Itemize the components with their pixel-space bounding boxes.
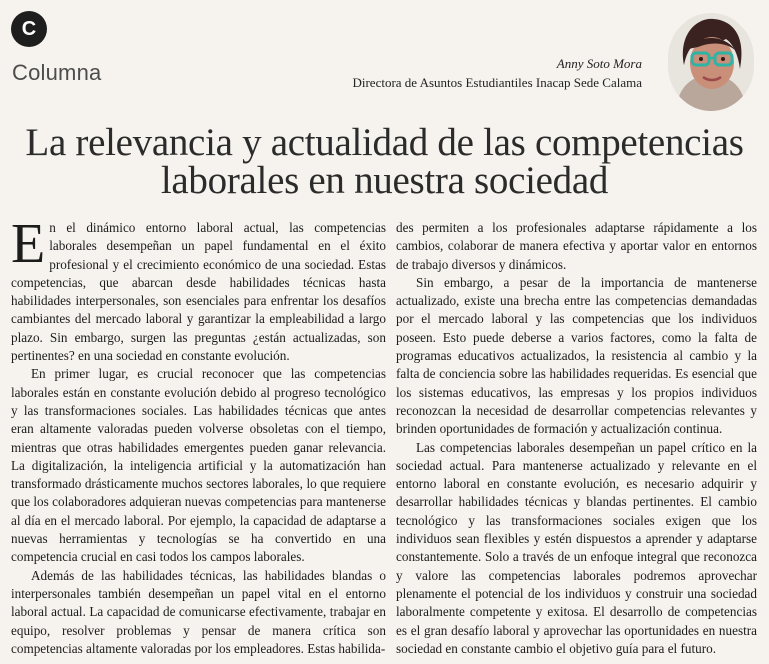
drop-cap: E	[11, 213, 46, 275]
paragraph-4: Sin embargo, a pesar de la importancia de mantenerse actualizado, existe una brecha entre las competencias demandadas por el mercado laboral y las competencias que los individuos poseen. Esto puede deberse a varios factores, como la falta de programas educativos actualizados, la resistencia al cambio y la falta de conciencia sobre las habilidades requeridas. Es esencial que los sistemas educativos, las empresas y los propios individuos reconozcan la necesidad de desarrollar competencias relevantes y brinden oportunidades de formación y actualización continua.	[396, 274, 757, 437]
paragraph-5: Las competencias laborales desempeñan un papel crítico en la sociedad actual. Para mantenerse actualizado y relevante en el entorno laboral en constante evolución, es necesario adquirir y desarrollar habilidades técnicas y blandas pertinentes. El cambio tecnológico y las transformaciones sociales exigen que los individuos sean flexibles y estén dispuestos a aprender y adaptarse constantemente. Solo a través de un enfoque integral que reconozca y valore las competencias laborales podremos aprovechar plenamente el potencial de los individuos y construir una sociedad laboralmente competente y exitosa. El desarrollo de competencias es el gran desafío laboral y aprovechar las oportunidades en nuestra sociedad en constante cambio el objetivo guía para el futuro.	[396, 439, 757, 656]
section-label: Columna	[12, 60, 102, 85]
paragraph-2: En primer lugar, es crucial reconocer que las competencias laborales están en constante evolución debido al progreso tecnológico y las transformaciones sociales. Las habilidades técnicas que antes eran altamente valoradas pueden volverse obsoletas con el tiempo, mientras que otras habilidades emergentes pueden ganar relevancia. La digitalización, la inteligencia artificial y la automatización han transformado drásticamente muchos sectores laborales, lo que requiere que los colaboradores adquieran nuevas competencias para mantenerse al día en el mercado laboral. Por ejemplo, la capacidad de adaptarse a nuevas herramientas y tecnologías se ha convertido en una competencia crucial en casi todos los campos laborales.	[11, 366, 386, 565]
badge-letter: C	[21, 17, 37, 40]
author-photo	[668, 13, 754, 111]
headline-line-1: La relevancia y actualidad de las competencias	[25, 121, 744, 164]
article-column-2	[396, 219, 757, 658]
column-badge	[11, 11, 47, 47]
paragraph-3-continued: des permiten a los profesionales adaptarse rápidamente a los cambios, colaborar de manera efectiva y aportar valor en entornos de trabajo diversos y dinámicos.	[396, 220, 757, 272]
author-portrait-icon	[668, 13, 754, 111]
article-headline	[0, 121, 769, 202]
author-name: Anny Soto Mora	[556, 56, 642, 71]
paragraph-1	[11, 213, 386, 365]
paragraph-3: Además de las habilidades técnicas, las habilidades blandas o interpersonales también desempeñan un papel vital en el entorno laboral actual. La capacidad de comunicarse efectivamente, trabajar en equipo, resolver problemas y pensar de manera crítica son competencias altamente valoradas por los empleadores. Estas habilida-	[11, 567, 386, 656]
author-role: Directora de Asuntos Estudiantiles Inacap Sede Calama	[352, 75, 642, 90]
article-column-1	[11, 213, 386, 658]
headline-line-2: laborales en nuestra sociedad	[160, 159, 609, 202]
paragraph-1-text: n el dinámico entorno laboral actual, las competencias laborales desempeñan un papel fundamental en el éxito profesional y el crecimiento económico de una sociedad. Estas competencias, que abarcan desde habilidades técnicas hasta habilidades interpersonales, son esenciales para enfrentar los desafíos cambiantes del mercado laboral y garantizar la empleabilidad a largo plazo. Sin embargo, surgen las preguntas ¿están actualizadas, son pertinentes? en una sociedad en constante evolución.	[11, 220, 386, 364]
